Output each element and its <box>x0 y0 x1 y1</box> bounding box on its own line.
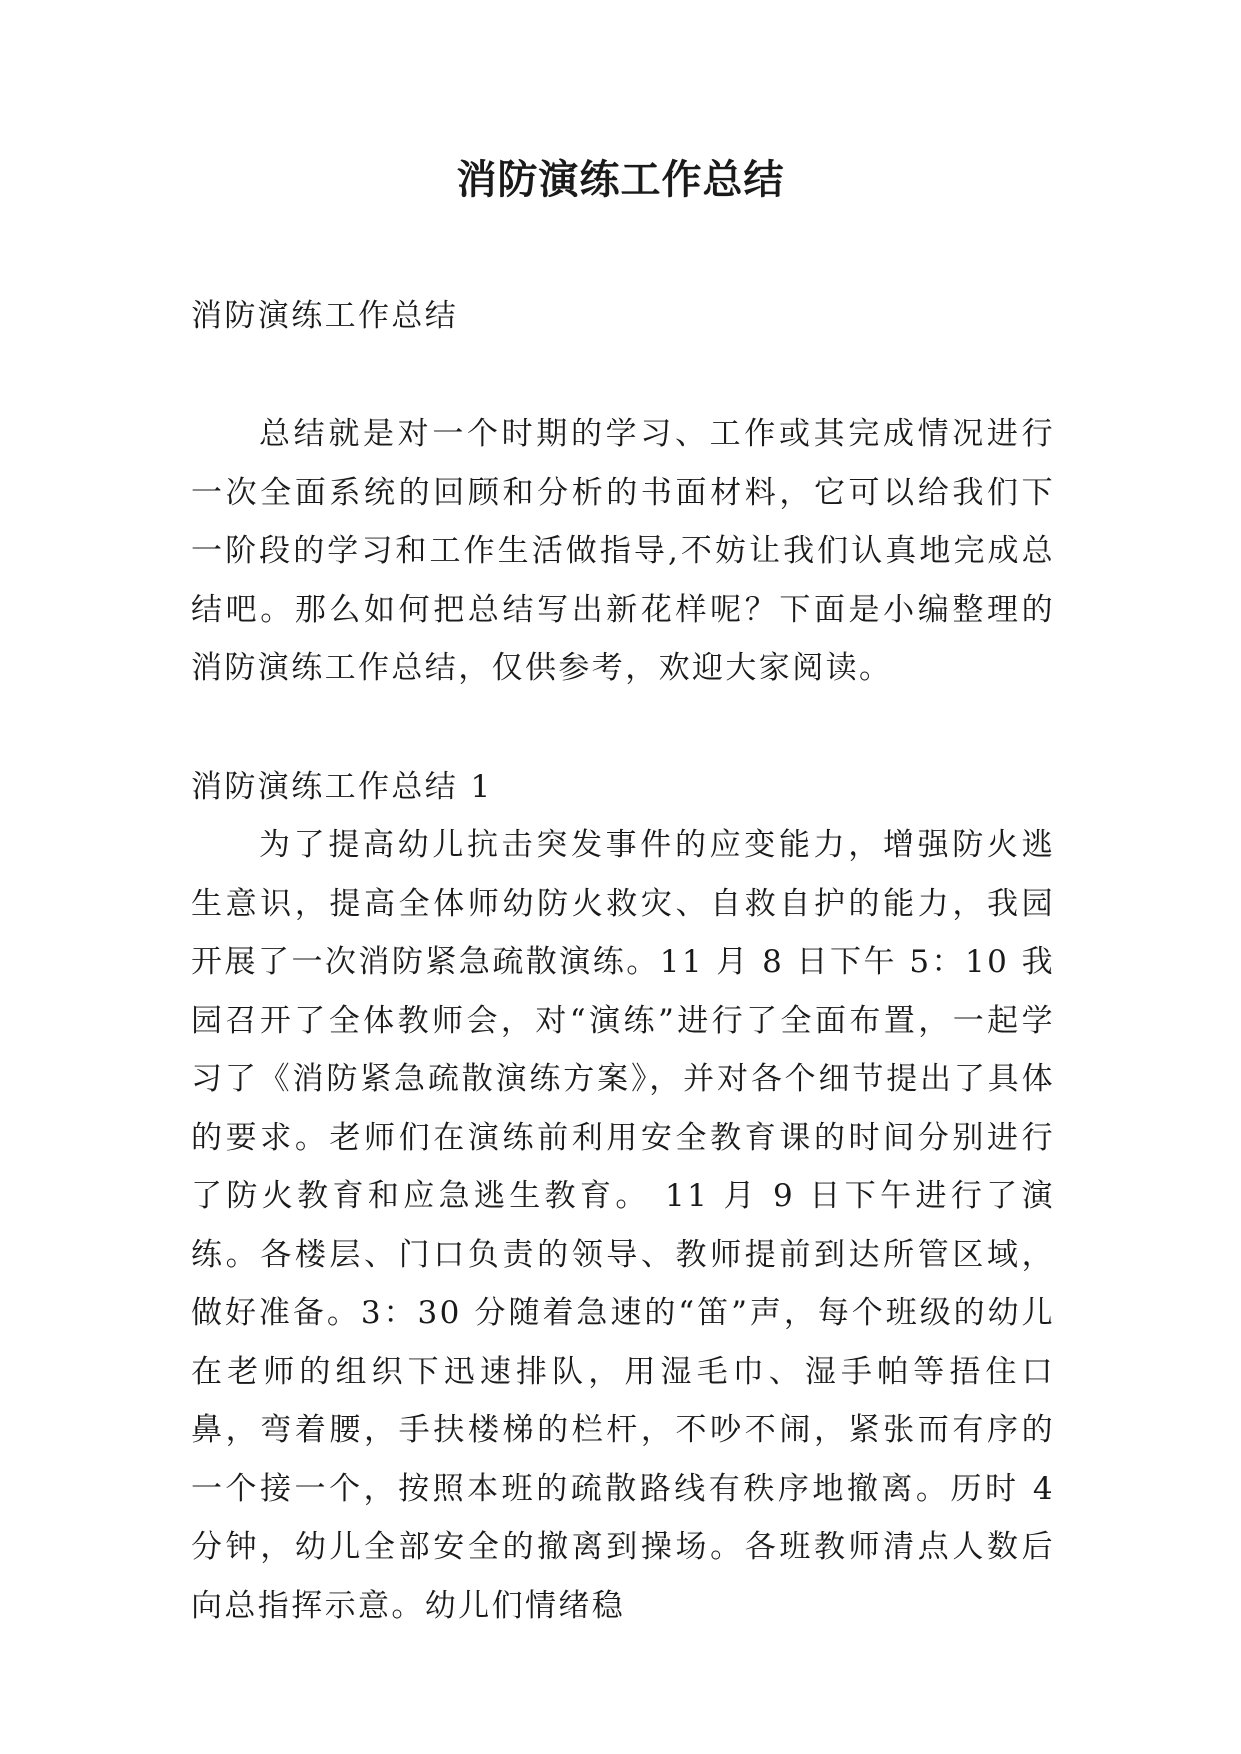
document-subtitle: 消防演练工作总结 <box>191 298 459 334</box>
section-paragraph: 为了提高幼儿抗击突发事件的应变能力，增强防火逃生意识，提高全体师幼防火救灾、自救自护的能力，我园开展了一次消防紧急疏散演练。11 月 8 日下午 5：10 我园召开了全体教师会，对“演练”进行了全面布置，一起学习了《消防紧急疏散演练方案》，并对各个细节提出了具体的要求。老师们在演练前利用安全教育课的时间分别进行了防火教育和应急逃生教育。 11 月 9 日下午进行了演练。各楼层、门口负责的领导、教师提前到达所管区域，做好准备。3：30 分随着急速的“笛”声，每个班级的幼儿在老师的组织下迅速排队，用湿毛巾、湿手帕等捂住口鼻，弯着腰，手扶楼梯的栏杆，不吵不闹，紧张而有序的一个接一个，按照本班的疏散路线有秩序地撤离。历时 4 分钟，幼儿全部安全的撤离到操场。各班教师清点人数后向总指挥示意。幼儿们情绪稳 <box>191 827 1055 1624</box>
section-heading: 消防演练工作总结 1 <box>191 769 493 805</box>
document-title: 消防演练工作总结 <box>456 156 785 203</box>
intro-paragraph: 总结就是对一个时期的学习、工作或其完成情况进行一次全面系统的回顾和分析的书面材料，它可以给我们下一阶段的学习和工作生活做指导,不妨让我们认真地完成总结吧。那么如何把总结写出新花样呢？下面是小编整理的消防演练工作总结，仅供参考，欢迎大家阅读。 <box>191 416 1055 686</box>
